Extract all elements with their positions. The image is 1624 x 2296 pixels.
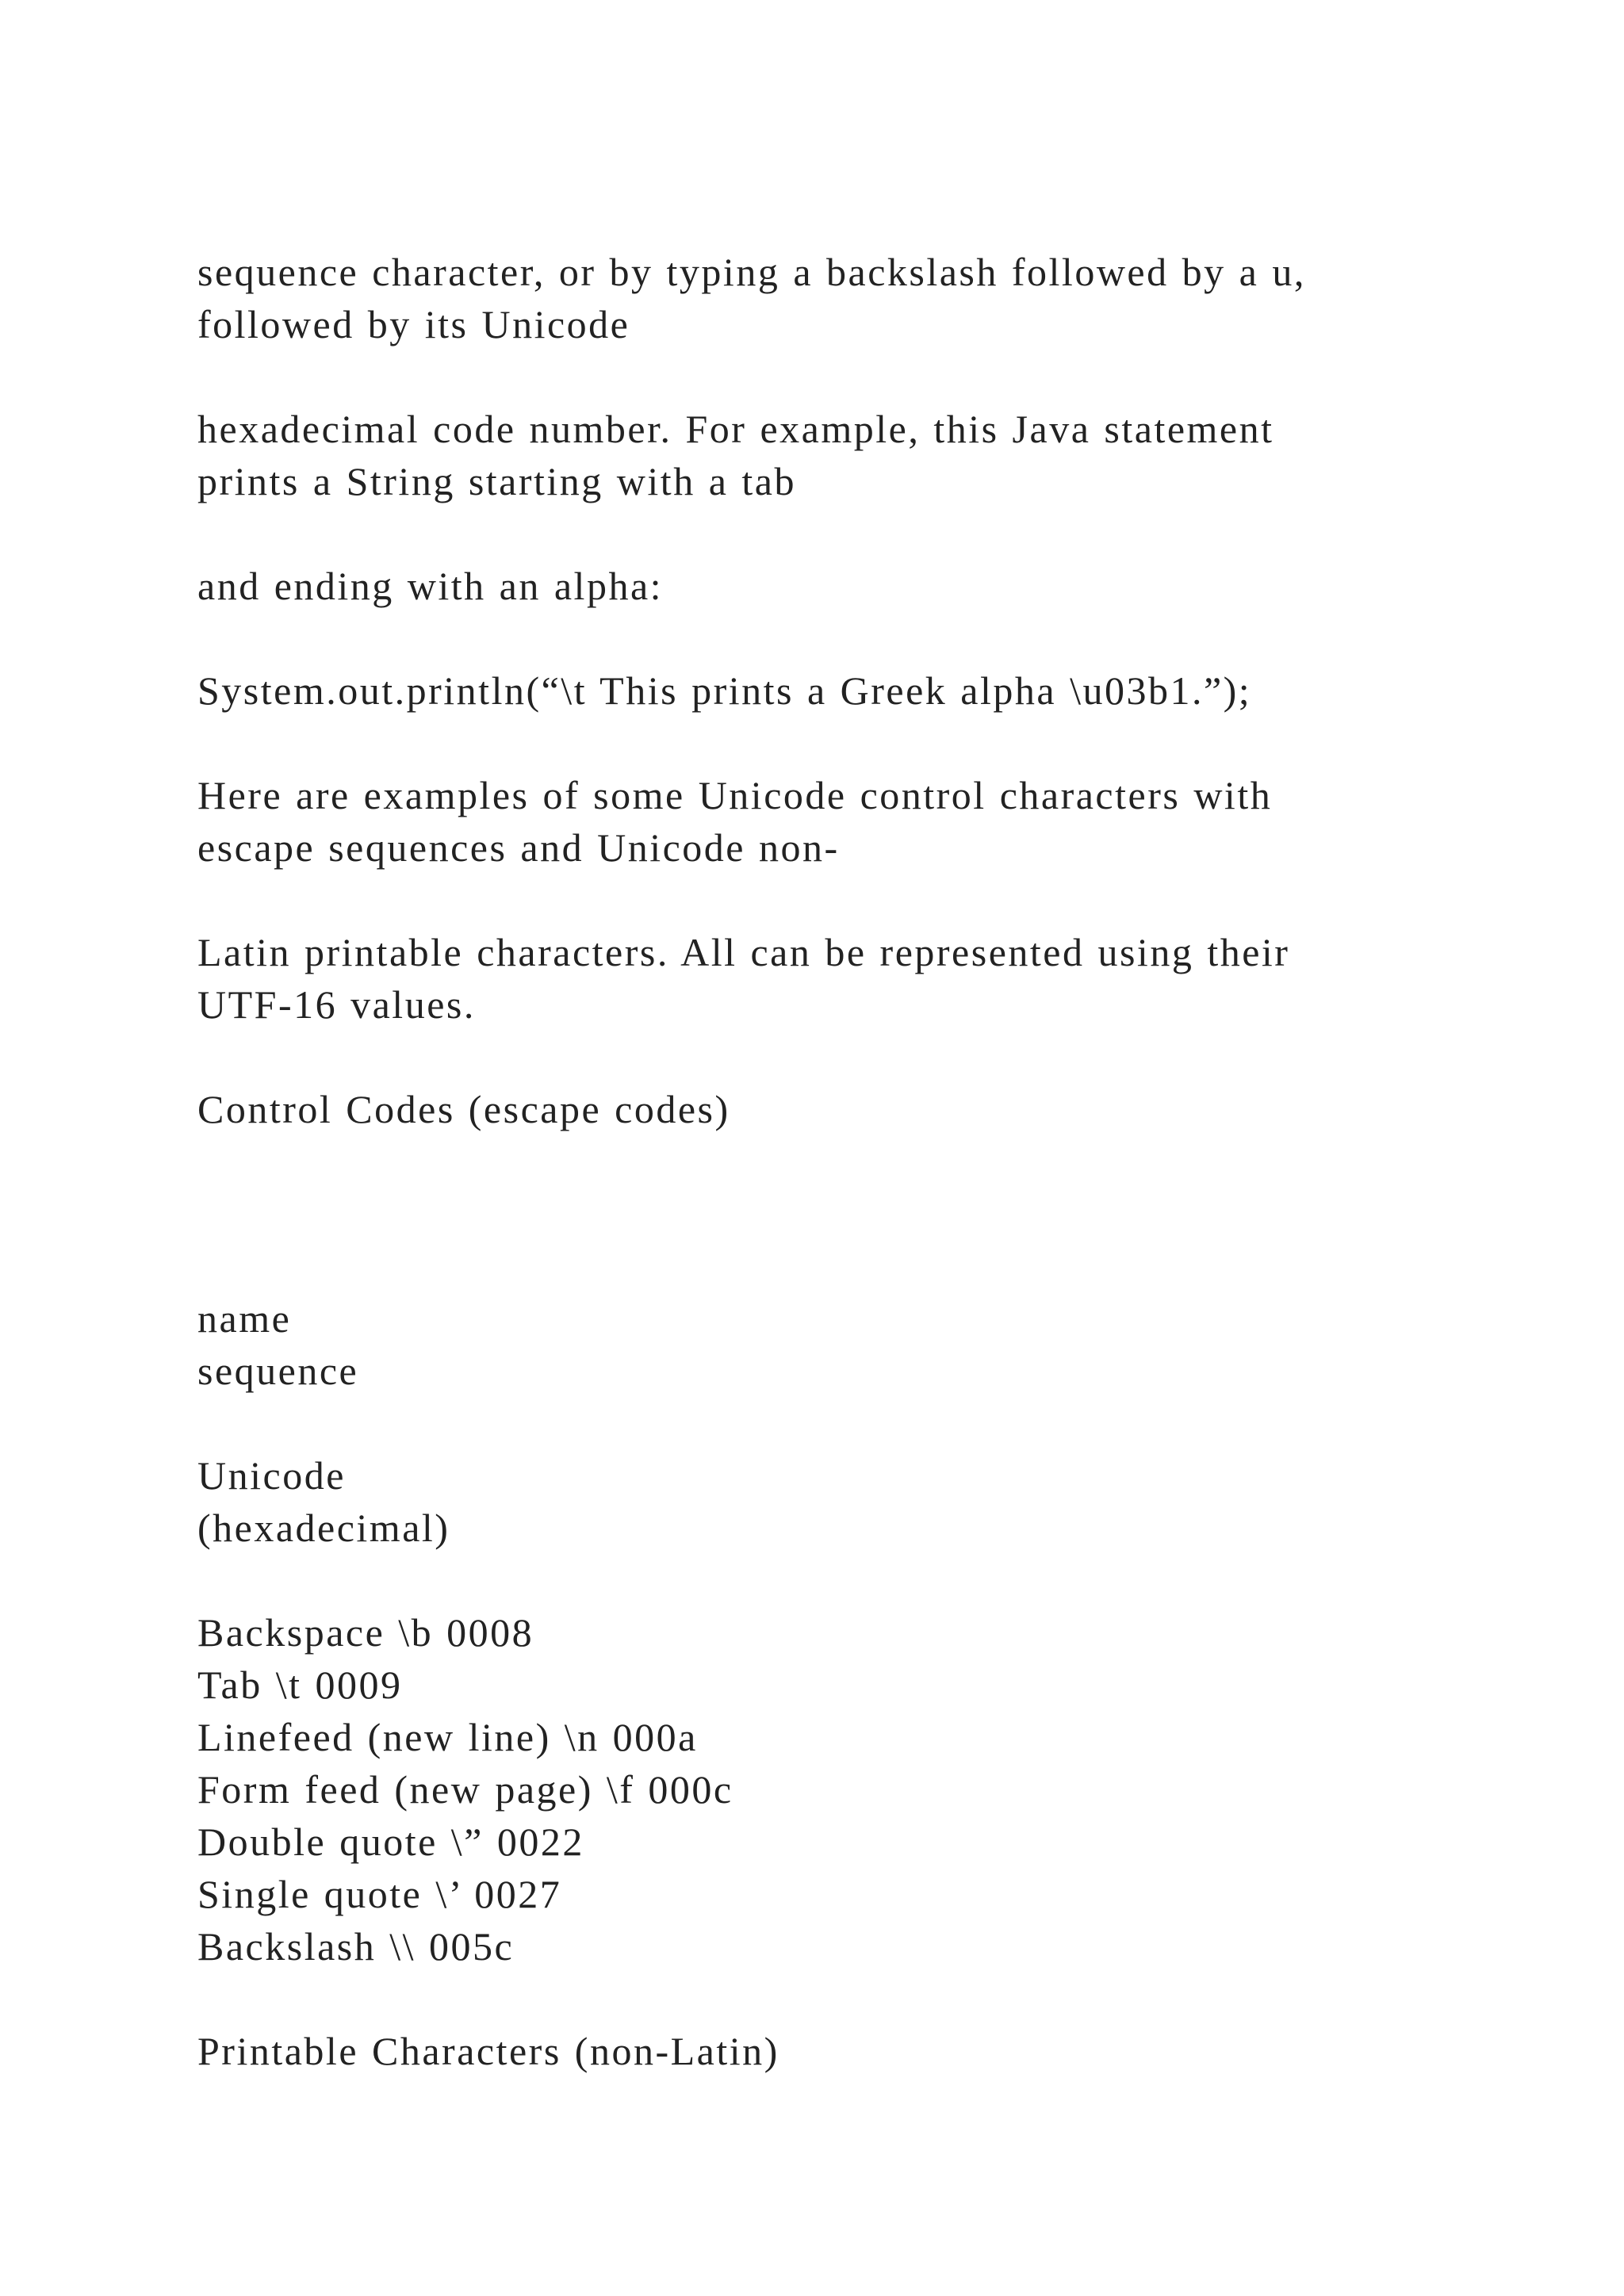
paragraph-4 xyxy=(197,769,1466,874)
text-line: hexadecimal code number. For example, this Java statement xyxy=(197,407,1274,451)
table-header-col2 xyxy=(197,1449,1466,1554)
paragraph-5 xyxy=(197,926,1466,1031)
header-line: Unicode xyxy=(197,1453,346,1498)
table-row: Single quote \’ 0027 xyxy=(197,1872,562,1916)
text-line: Here are examples of some Unicode control characters with xyxy=(197,773,1273,817)
section-heading-control-codes xyxy=(197,1083,1466,1135)
code-example xyxy=(197,664,1466,717)
table-row: Form feed (new page) \f 000c xyxy=(197,1767,733,1812)
table-row: Backspace \b 0008 xyxy=(197,1610,534,1655)
heading-text: Printable Characters (non-Latin) xyxy=(197,2029,779,2073)
text-line: and ending with an alpha: xyxy=(197,564,664,608)
text-line: escape sequences and Unicode non- xyxy=(197,825,840,870)
paragraph-3 xyxy=(197,560,1466,612)
document-body xyxy=(197,246,1466,2130)
blank-space xyxy=(197,1188,1466,1292)
text-line: System.out.println(“\t This prints a Greek alpha \u03b1.”); xyxy=(197,668,1252,713)
text-line: sequence character, or by typing a backslash followed by a u, xyxy=(197,250,1306,294)
paragraph-1 xyxy=(197,246,1466,350)
table-row: Double quote \” 0022 xyxy=(197,1820,584,1864)
table-header-col1 xyxy=(197,1292,1466,1397)
paragraph-2 xyxy=(197,403,1466,507)
table-row: Backslash \\ 005c xyxy=(197,1924,515,1969)
heading-text: Control Codes (escape codes) xyxy=(197,1087,730,1131)
header-line: (hexadecimal) xyxy=(197,1506,450,1550)
section-heading-printable xyxy=(197,2025,1466,2077)
text-line: followed by its Unicode xyxy=(197,302,630,346)
text-line: prints a String starting with a tab xyxy=(197,459,796,503)
text-line: Latin printable characters. All can be represented using their xyxy=(197,930,1290,974)
control-codes-list xyxy=(197,1606,1466,1973)
text-line: UTF-16 values. xyxy=(197,982,476,1027)
table-row: Tab \t 0009 xyxy=(197,1663,403,1707)
header-line: sequence xyxy=(197,1349,359,1393)
header-line: name xyxy=(197,1296,292,1341)
table-row: Linefeed (new line) \n 000a xyxy=(197,1715,698,1759)
